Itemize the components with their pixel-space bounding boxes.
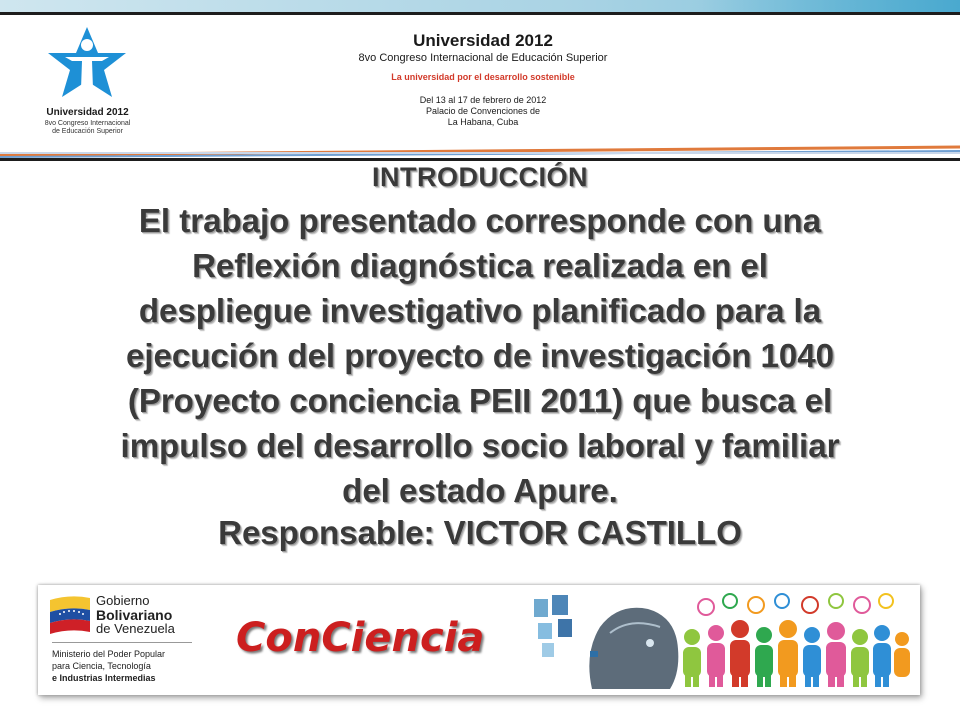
intro-heading: INTRODUCCIÓN <box>372 162 588 192</box>
body-line: El trabajo presentado corresponde con una <box>138 202 822 239</box>
header-banner <box>0 12 960 161</box>
gov-separator <box>52 642 192 643</box>
gov-line-1: Gobierno <box>96 593 150 608</box>
gobierno-bolivariano-logo <box>48 592 213 688</box>
ministry-line-1: Ministerio del Poder Popular <box>52 649 166 659</box>
star-figure-icon <box>30 23 145 107</box>
gov-line-3: de Venezuela <box>96 621 175 636</box>
top-swoosh <box>700 0 960 12</box>
conference-dates <box>318 95 648 128</box>
gov-line-2: Bolivariano <box>96 607 173 623</box>
header-decor-lines <box>0 141 960 161</box>
body-line: ejecución del proyecto de investigación 1040 <box>126 337 834 374</box>
robot-head-icon <box>589 608 678 689</box>
ministry-line-2: para Ciencia, Tecnología <box>52 661 151 671</box>
speech-bubbles <box>698 594 893 615</box>
photo-tiles <box>534 595 572 657</box>
venue-line: Palacio de Convenciones de <box>425 106 541 116</box>
city-line: La Habana, Cuba <box>447 117 519 127</box>
ministry-line-3: e Industrias Intermedias <box>52 673 156 683</box>
body-line: Reflexión diagnóstica realizada en el <box>192 247 768 284</box>
body-line: (Proyecto conciencia PEII 2011) que busca el <box>127 382 833 419</box>
conference-theme: La universidad por el desarrollo sostenible <box>391 72 575 82</box>
people-figures <box>683 620 910 687</box>
logo-caption: Universidad 2012 <box>46 107 129 118</box>
conciencia-brand: ConCiencia <box>236 615 485 661</box>
body-line: impulso del desarrollo socio laboral y familiar <box>120 427 840 464</box>
footer-image-strip <box>38 585 920 695</box>
body-paragraph <box>60 198 900 513</box>
venezuela-flag-icon <box>48 594 92 634</box>
conference-subtitle: 8vo Congreso Internacional de Educación Superior <box>358 52 608 64</box>
logo-subcaption-line: 8vo Congreso Internacional <box>44 120 131 127</box>
people-network-illustration <box>530 593 910 689</box>
body-line: del estado Apure. <box>342 472 618 509</box>
conference-title: Universidad 2012 <box>413 31 553 50</box>
conference-info <box>318 31 648 128</box>
responsable-line: Responsable: VICTOR CASTILLO <box>218 514 742 551</box>
top-decor-strip <box>0 0 960 12</box>
logo-subcaption-line: de Educación Superior <box>52 128 123 135</box>
universidad-logo <box>30 23 145 141</box>
logo-subcaption <box>30 120 145 136</box>
dates-line: Del 13 al 17 de febrero de 2012 <box>419 95 547 105</box>
body-line: despliegue investigativo planificado para la <box>138 292 822 329</box>
slide-content <box>60 160 900 553</box>
